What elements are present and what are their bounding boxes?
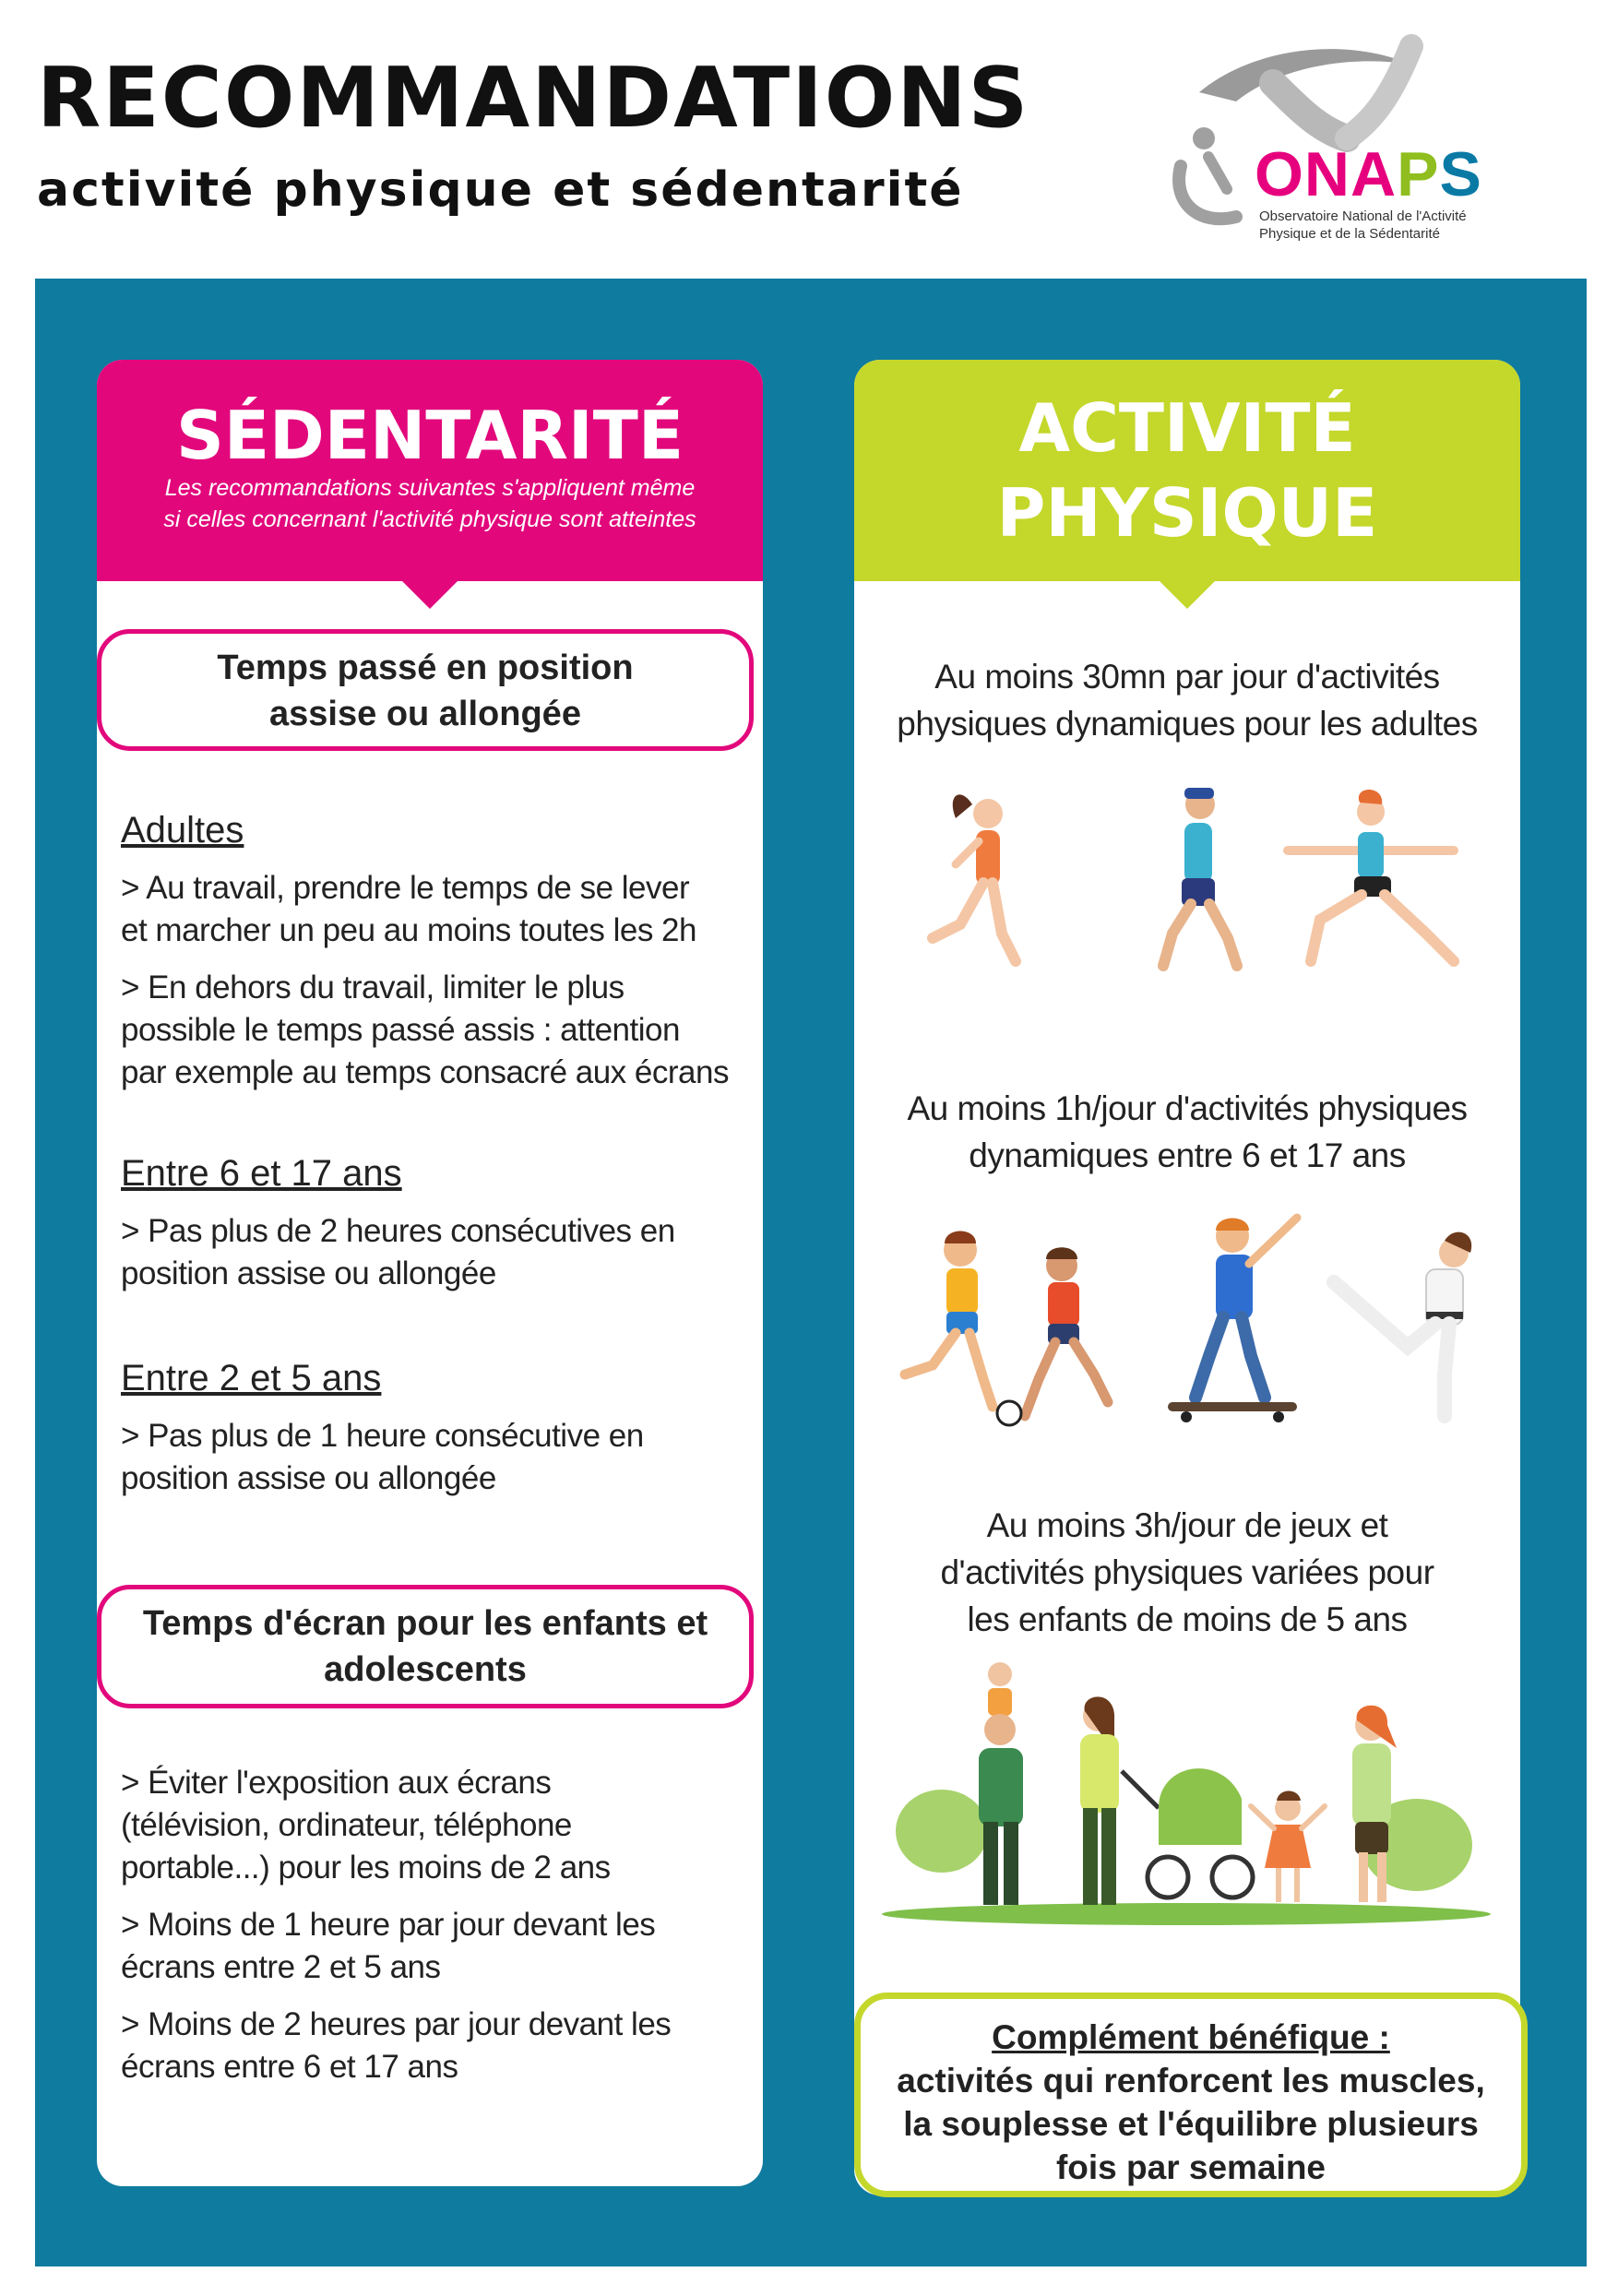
youth-activities-illustration xyxy=(854,1208,1520,1430)
mother-with-stroller-icon xyxy=(1080,1696,1253,1905)
age-2-5-bullet: > Pas plus de 1 heure consécutive en position assise ou allongée xyxy=(121,1418,644,1496)
activite-title: ACTIVITÉ PHYSIQUE xyxy=(996,389,1378,552)
adultes-bullet-2: > En dehors du travail, limiter le plus possible le temps passé assis : attention par exemple au temps consacré aux écrans xyxy=(121,970,729,1090)
complement-box: Complément bénéfique : activités qui renforcent les muscles, la souplesse et l'équilibre plusieurs fois par semaine xyxy=(854,1993,1528,2197)
header-notch xyxy=(402,581,458,609)
yoga-woman-icon xyxy=(1288,790,1454,961)
skateboard-boy-icon xyxy=(1168,1218,1297,1422)
youth-recommendation: Au moins 1h/jour d'activités physiques dynamiques entre 6 et 17 ans xyxy=(907,1089,1468,1174)
logo-tagline: Observatoire National de l'Activité Physique et de la Sédentarité xyxy=(1259,208,1467,242)
runner-man-icon xyxy=(1163,788,1237,966)
under5-recommendation: Au moins 3h/jour de jeux et d'activités physiques variées pour les enfants de moins de 5 ans xyxy=(940,1506,1434,1638)
screen-bullet-3: > Moins de 2 heures par jour devant les écrans entre 6 et 17 ans xyxy=(121,2006,672,2085)
position-time-box: Temps passé en position assise ou allongée xyxy=(97,629,754,751)
karate-girl-icon xyxy=(1334,1232,1471,1416)
age-6-17-bullet: > Pas plus de 2 heures consécutives en position assise ou allongée xyxy=(121,1213,675,1291)
adultes-heading: Adultes xyxy=(121,810,244,851)
soccer-kids-icon xyxy=(905,1231,1108,1426)
father-with-child-icon xyxy=(979,1662,1023,1905)
sedentarite-card xyxy=(97,360,763,2186)
adult-activities-illustration xyxy=(854,777,1520,989)
activite-header xyxy=(854,360,1520,581)
sedentarite-header xyxy=(97,360,763,581)
sedentarite-note: Les recommandations suivantes s'appliquent même si celles concernant l'activité physique sont atteintes xyxy=(163,475,696,532)
page-title: RECOMMANDATIONS xyxy=(37,50,1030,147)
sedentarite-title: SÉDENTARITÉ xyxy=(175,397,684,474)
screen-bullet-2: > Moins de 1 heure par jour devant les écrans entre 2 et 5 ans xyxy=(121,1907,656,1985)
screen-bullet-1: > Éviter l'exposition aux écrans (télévision, ordinateur, téléphone portable...) pour les moins de 2 ans xyxy=(121,1765,611,1886)
runner-woman-icon xyxy=(933,794,1016,961)
activite-card xyxy=(854,360,1520,2195)
family-park-illustration xyxy=(854,1660,1520,1928)
adultes-bullet-1: > Au travail, prendre le temps de se lever et marcher un peu au moins toutes les 2h xyxy=(121,870,696,948)
screen-time-box: Temps d'écran pour les enfants et adolescents xyxy=(97,1585,754,1708)
onaps-logo xyxy=(1116,28,1596,249)
toddler-girl-icon xyxy=(1251,1791,1325,1903)
page-subtitle: activité physique et sédentarité xyxy=(37,162,964,218)
header-notch xyxy=(1160,581,1215,609)
logo-wordmark: ONAPS xyxy=(1255,139,1482,209)
age-6-17-heading: Entre 6 et 17 ans xyxy=(121,1153,402,1194)
adult-recommendation: Au moins 30mn par jour d'activités physiques dynamiques pour les adultes xyxy=(897,658,1478,743)
age-2-5-heading: Entre 2 et 5 ans xyxy=(121,1358,382,1398)
